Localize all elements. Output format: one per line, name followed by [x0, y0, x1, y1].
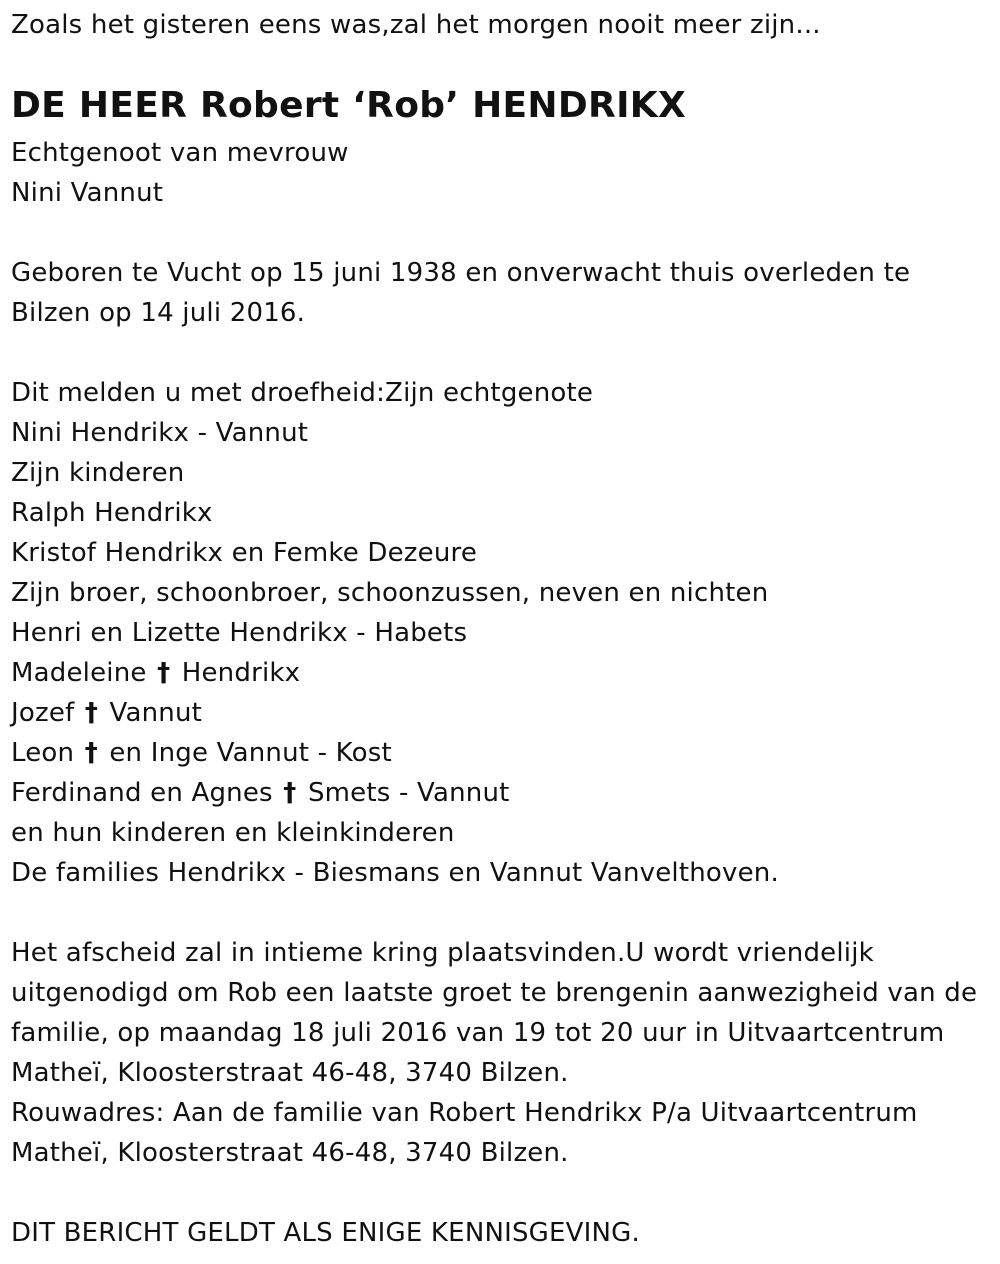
- sibling-4-name: Leon: [11, 738, 75, 768]
- farewell-line-2: uitgenodigd om Rob een laatste groet te brengenin aanwezigheid van de: [11, 978, 978, 1008]
- farewell-line-3: familie, op maandag 18 juli 2016 van 19 tot 20 uur in Uitvaartcentrum: [11, 1018, 945, 1048]
- sibling-2: [11, 653, 779, 693]
- sibling-3-surname: Vannut: [109, 698, 203, 728]
- farewell-block: [11, 933, 977, 1173]
- sibling-1: Henri en Lizette Hendrikx - Habets: [11, 618, 468, 648]
- mourning-address-line-1: Rouwadres: Aan de familie van Robert Hendrikx P/a Uitvaartcentrum: [11, 1098, 918, 1128]
- family-block: [11, 373, 779, 893]
- sibling-2-name: Madeleine: [11, 658, 147, 688]
- birth-death-line-1: Geboren te Vucht op 15 juni 1938 en onverwacht thuis overleden te: [11, 258, 911, 288]
- sibling-2-surname: Hendrikx: [181, 658, 301, 688]
- sibling-5-name: Ferdinand en Agnes: [11, 778, 273, 808]
- siblings-heading: Zijn broer, schoonbroer, schoonzussen, neven en nichten: [11, 578, 769, 608]
- sibling-5-rest: Smets - Vannut: [307, 778, 510, 808]
- family-intro: Dit melden u met droefheid:Zijn echtgenote: [11, 378, 594, 408]
- sibling-4-rest: en Inge Vannut - Kost: [109, 738, 392, 768]
- sibling-3: [11, 693, 779, 733]
- birth-death-line-2: Bilzen op 14 juli 2016.: [11, 298, 306, 328]
- farewell-line-4: Matheï, Kloosterstraat 46-48, 3740 Bilzen.: [11, 1058, 569, 1088]
- cross-icon: †: [283, 778, 297, 808]
- child-2: Kristof Hendrikx en Femke Dezeure: [11, 538, 478, 568]
- farewell-line-1: Het afscheid zal in intieme kring plaatsvinden.U wordt vriendelijk: [11, 938, 874, 968]
- sibling-3-name: Jozef: [11, 698, 75, 728]
- children-heading: Zijn kinderen: [11, 458, 185, 488]
- cross-icon: †: [84, 698, 99, 728]
- child-1: Ralph Hendrikx: [11, 498, 213, 528]
- cross-icon: †: [84, 738, 98, 768]
- spouse-block: [11, 133, 349, 213]
- family-spouse: Nini Hendrikx - Vannut: [11, 418, 309, 448]
- cross-icon: †: [157, 658, 171, 688]
- motto: Zoals het gisteren eens was,zal het morgen nooit meer zijn...: [11, 10, 821, 40]
- families-line: De families Hendrikx - Biesmans en Vannut Vanvelthoven.: [11, 858, 779, 888]
- mourning-address-line-2: Matheï, Kloosterstraat 46-48, 3740 Bilzen.: [11, 1138, 569, 1168]
- birth-death-block: [11, 253, 910, 333]
- sibling-5: [11, 773, 779, 813]
- deceased-name-title: DE HEER Robert ‘Rob’ HENDRIKX: [11, 85, 687, 126]
- spouse-line-1: Echtgenoot van mevrouw: [11, 138, 349, 168]
- sibling-4: [11, 733, 779, 773]
- closing-notice: DIT BERICHT GELDT ALS ENIGE KENNISGEVING.: [11, 1218, 640, 1248]
- spouse-line-2: Nini Vannut: [11, 178, 164, 208]
- grandchildren-line: en hun kinderen en kleinkinderen: [11, 818, 455, 848]
